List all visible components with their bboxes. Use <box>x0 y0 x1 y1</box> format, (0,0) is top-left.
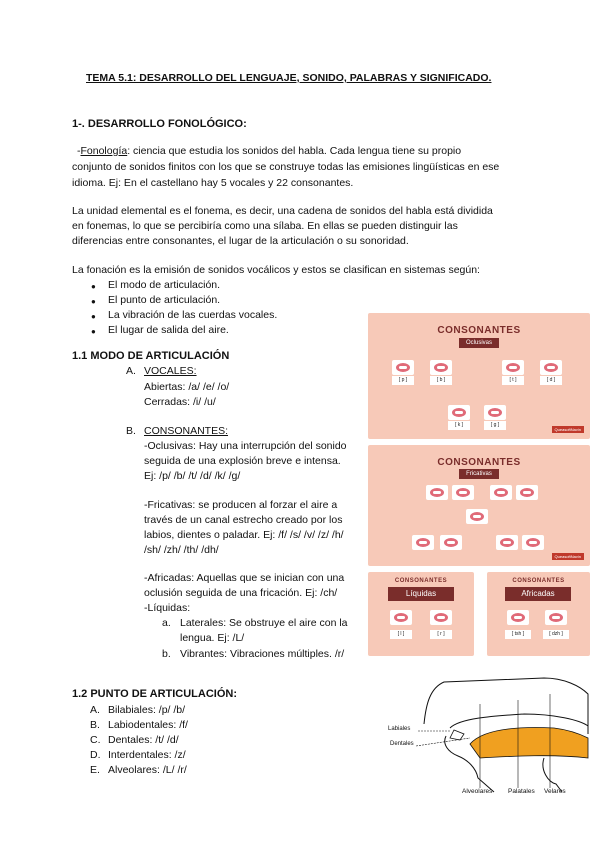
list-marker: C. <box>90 734 101 746</box>
list-item: Interdentales: /z/ <box>108 749 186 761</box>
list-marker: A. <box>90 704 100 716</box>
oclusivas-line: seguida de una explosión breve e intensa. <box>144 455 341 467</box>
mouth-illustration <box>392 360 414 375</box>
mouth-illustration <box>430 610 452 625</box>
vocales-cerradas: Cerradas: /i/ /u/ <box>144 396 216 408</box>
mouth-illustration <box>452 485 474 500</box>
section-heading-desarrollo-fonologico: 1-. DESARROLLO FONOLÓGICO: <box>72 118 247 130</box>
infographic-africadas <box>487 572 590 656</box>
mouth-cross-section-diagram <box>384 674 594 800</box>
list-marker: B. <box>126 425 136 437</box>
paragraph-fonema-line2: en fonemas, lo que se percibiría como una sílaba. En ellas se pueden distinguir las <box>72 220 458 232</box>
teeth-shape <box>450 730 464 740</box>
infographic-title: CONSONANTES <box>437 457 521 468</box>
phoneme-label: [ r ] <box>430 630 452 639</box>
phoneme-label: [ t ] <box>502 376 524 385</box>
fricativas-line: -Fricativas: se producen al forzar el aire a <box>144 499 338 511</box>
list-item: Alveolares: /L/ /r/ <box>108 764 187 776</box>
list-marker: B. <box>90 719 100 731</box>
mouth-illustration <box>516 485 538 500</box>
mouth-illustration <box>412 535 434 550</box>
phoneme-label: [ p ] <box>392 376 414 385</box>
mouth-illustration <box>484 405 506 420</box>
mouth-illustration <box>430 360 452 375</box>
tongue-shape <box>470 728 588 758</box>
bullet-item: ● El lugar de salida del aire. <box>108 323 229 338</box>
fricativas-line: /sh/ /zh/ /th/ /dh/ <box>144 544 219 556</box>
fonologia-term: -Fonología <box>77 145 128 157</box>
liquidas-label: -Líquidas: <box>144 602 191 614</box>
fricativas-line: labios, dientes o paladar. Ej: /f/ /s/ /v/ /z/ /h/ <box>144 529 344 541</box>
list-marker: b. <box>162 648 171 660</box>
paragraph-fonologia-line1: -Fonología: ciencia que estudia los sonidos del habla. Cada lengua tiene su propio <box>77 145 462 157</box>
mouth-illustration <box>448 405 470 420</box>
infographic-title: CONSONANTES <box>512 578 565 584</box>
mouth-illustration <box>507 610 529 625</box>
list-item: Bilabiales: /p/ /b/ <box>108 704 186 716</box>
mouth-illustration <box>545 610 567 625</box>
bullet-item: ● La vibración de las cuerdas vocales. <box>108 308 277 323</box>
palate-outline <box>424 678 588 734</box>
dentales-pointer <box>416 738 470 746</box>
list-item: Dentales: /t/ /d/ <box>108 734 179 746</box>
section-heading-modo-articulacion: 1.1 MODO DE ARTICULACIÓN <box>72 350 230 362</box>
throat-outline <box>543 758 562 792</box>
oclusivas-line: Ej: /p/ /b/ /t/ /d/ /k/ /g/ <box>144 470 241 482</box>
phoneme-label: [ dzh ] <box>543 630 569 639</box>
mouth-illustration <box>496 535 518 550</box>
mouth-illustration <box>440 535 462 550</box>
list-marker: A. <box>126 365 136 377</box>
paragraph-fonema-line1: La unidad elemental es el fonema, es decir, una cadena de sonidos del habla está dividida <box>72 205 493 217</box>
paragraph-fonacion: La fonación es la emisión de sonidos vocálicos y estos se clasifican en sistemas según: <box>72 264 480 276</box>
diagram-label-velares: Velares <box>544 788 566 795</box>
subheading-consonantes: CONSONANTES: <box>144 425 229 437</box>
bullet-item: ● El modo de articulación. <box>108 278 220 293</box>
brand-watermark: QueasoftNavin <box>552 426 584 433</box>
paragraph-fonologia-line2: conjunto de sonidos finitos con los que se construye todas las emisiones lingüísticas en ese <box>72 161 500 173</box>
phoneme-label: [ b ] <box>430 376 452 385</box>
diagram-label-labiales: Labiales <box>388 726 411 732</box>
infographic-liquidas <box>368 572 474 656</box>
mouth-illustration <box>540 360 562 375</box>
infographic-title: CONSONANTES <box>437 325 521 336</box>
diagram-label-alveolares: Alveolares <box>462 788 493 795</box>
africadas-line: -Africadas: Aquellas que se inician con una <box>144 572 345 584</box>
mouth-illustration <box>426 485 448 500</box>
infographic-tag: Oclusivas <box>459 338 499 348</box>
laterales-line: lengua. Ej: /L/ <box>180 632 245 644</box>
subheading-vocales: VOCALES: <box>144 365 197 377</box>
laterales-line: Laterales: Se obstruye el aire con la <box>180 617 348 629</box>
list-item: Labiodentales: /f/ <box>108 719 188 731</box>
page-title: TEMA 5.1: DESARROLLO DEL LENGUAJE, SONIDO, PALABRAS Y SIGNIFICADO. <box>86 72 492 84</box>
list-marker: D. <box>90 749 101 761</box>
vocales-abiertas: Abiertas: /a/ /e/ /o/ <box>144 381 230 393</box>
infographic-tag: Fricativas <box>459 469 499 479</box>
infographic-title: CONSONANTES <box>394 578 448 584</box>
phoneme-label: [ tsh ] <box>505 630 531 639</box>
mouth-illustration <box>390 610 412 625</box>
list-marker: E. <box>90 764 100 776</box>
infographic-oclusivas <box>368 313 590 439</box>
mouth-illustration <box>466 509 488 524</box>
phoneme-label: [ d ] <box>540 376 562 385</box>
list-marker: a. <box>162 617 171 629</box>
phoneme-label: [ g ] <box>484 421 506 430</box>
infographic-fricativas <box>368 445 590 566</box>
oclusivas-line: -Oclusivas: Hay una interrupción del sonido <box>144 440 347 452</box>
mouth-illustration <box>490 485 512 500</box>
paragraph-fonema-line3: diferencias entre consonantes, el lugar de la articulación o su sonoridad. <box>72 235 409 247</box>
vibrantes-line: Vibrantes: Vibraciones múltiples. /r/ <box>180 648 345 660</box>
infographic-tag: Africadas <box>505 587 571 601</box>
mouth-illustration <box>502 360 524 375</box>
diagram-label-palatales: Palatales <box>508 788 535 795</box>
fricativas-line: través de un canal estrecho creado por los <box>144 514 343 526</box>
phoneme-label: [ k ] <box>448 421 470 430</box>
phoneme-label: [ l ] <box>390 630 412 639</box>
mouth-illustration <box>522 535 544 550</box>
africadas-line: oclusión seguida de una fricación. Ej: /ch/ <box>144 587 338 599</box>
diagram-label-dentales: Dentales <box>390 741 414 747</box>
infographic-tag: Líquidas <box>388 587 454 601</box>
paragraph-fonologia-line3: idioma. Ej: En el castellano hay 5 vocales y 22 consonantes. <box>72 177 354 189</box>
upper-jaw-line <box>450 714 588 728</box>
bullet-item: ● El punto de articulación. <box>108 293 220 308</box>
section-heading-punto-articulacion: 1.2 PUNTO DE ARTICULACIÓN: <box>72 688 238 700</box>
brand-watermark: QueasoftNavin <box>552 553 584 560</box>
